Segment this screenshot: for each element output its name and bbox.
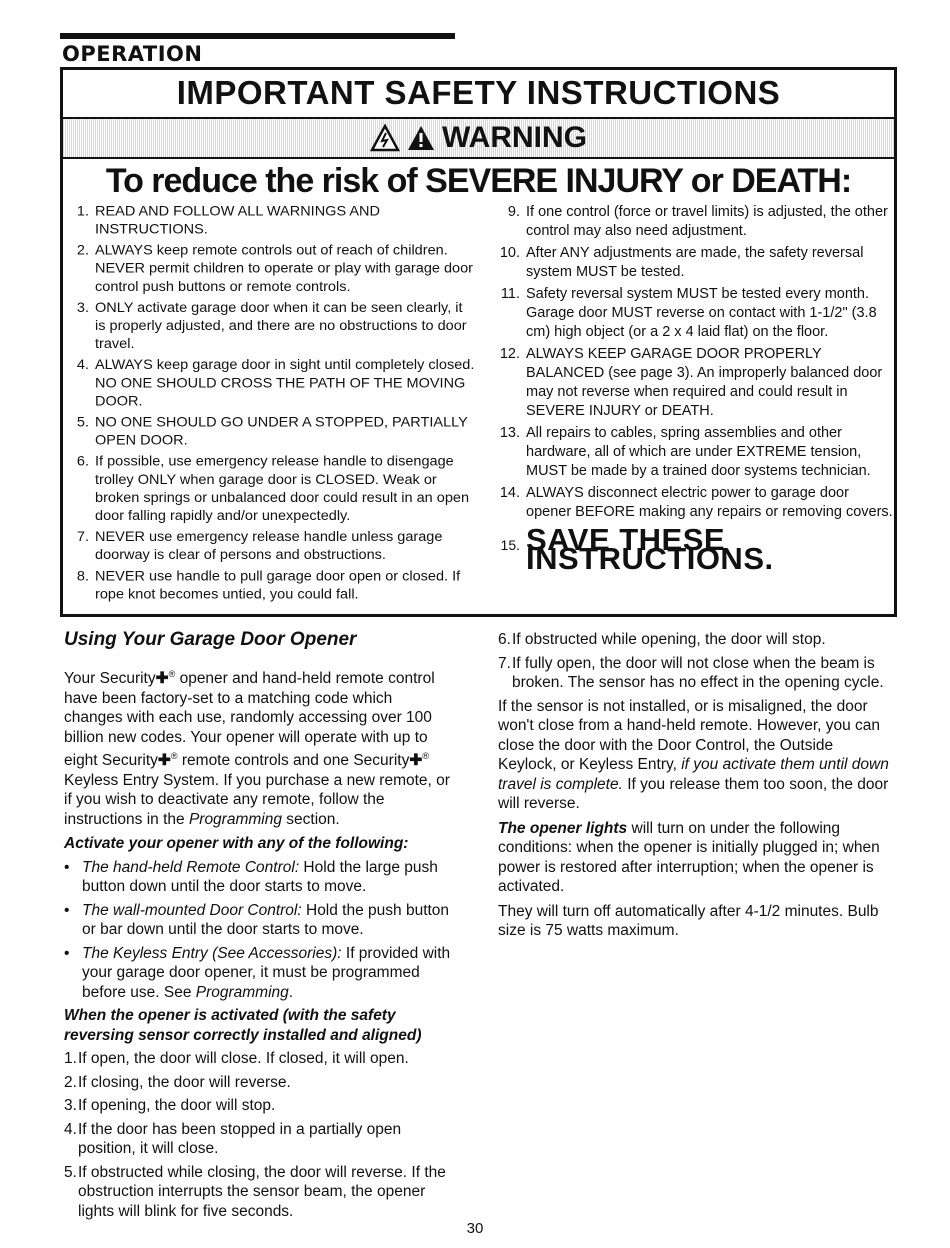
step-number: 7. — [498, 654, 511, 672]
bullet-dot: • — [64, 944, 70, 962]
item-text: ALWAYS keep garage door in sight until completely closed. NO ONE SHOULD CROSS THE PATH OF THE MOVING DOOR. — [95, 357, 475, 410]
item-text: NEVER use emergency release handle unless garage doorway is clear of persons and obstructions. — [95, 529, 443, 564]
item-text: NO ONE SHOULD GO UNDER A STOPPED, PARTIALLY OPEN DOOR. — [95, 415, 468, 449]
sensor-emphasis: if you activate them until down travel is complete. — [498, 756, 889, 793]
item-text: ALWAYS KEEP GARAGE DOOR PROPERLY BALANCED (see page 3). An improperly balanced door may not reverse when required and could result in SEVERE INJURY or DEATH. — [526, 346, 883, 419]
step-text: If opening, the door will stop. — [78, 1097, 276, 1115]
intro-text: section. — [281, 810, 340, 828]
warning-label: WARNING — [442, 121, 587, 154]
step-item — [64, 1163, 454, 1222]
item-number: 4. — [76, 357, 89, 374]
warning-label-group — [370, 121, 587, 155]
top-rule — [60, 33, 455, 39]
instruction-item — [496, 285, 896, 342]
intro-text: remote controls and one Security — [177, 752, 410, 770]
intro-text: Keyless Entry System. If you purchase a new remote, or if you wish to deactivate any remote, follow the instructions in the — [64, 771, 450, 828]
item-text: Safety reversal system MUST be tested every month. Garage door MUST reverse on contact with 1-1/2" (3.8 cm) high object (or a 2 x 4 laid flat) on the floor. — [526, 286, 877, 340]
item-text: ALWAYS keep remote controls out of reach of children. NEVER permit children to operate or play with garage door control push buttons or remote controls. — [95, 243, 473, 295]
item-number: 7. — [76, 529, 89, 545]
instruction-item — [71, 529, 476, 565]
step-text: If obstructed while opening, the door will stop. — [512, 631, 826, 648]
left-body — [64, 665, 454, 1225]
bullet-dot: • — [64, 858, 70, 876]
lights-emphasis: The opener lights — [498, 819, 628, 837]
activate-heading: Activate your opener with any of the following: — [64, 835, 409, 853]
step-item — [64, 1073, 454, 1093]
item-text: If one control (force or travel limits) is adjusted, the other control may also need adjustment. — [526, 204, 888, 239]
instruction-item — [71, 568, 476, 604]
step-text: If the door has been stopped in a partially open position, it will close. — [78, 1120, 402, 1158]
warning-triangle-icon — [406, 124, 436, 152]
using-heading: Using Your Garage Door Opener — [64, 629, 357, 650]
sensor-paragraph — [498, 697, 893, 814]
instruction-item — [496, 424, 896, 481]
instruction-item — [71, 299, 476, 353]
bullet-emphasis: The wall-mounted Door Control: — [82, 901, 302, 919]
instruction-item — [496, 244, 896, 282]
step-item — [498, 654, 893, 693]
instruction-item — [71, 242, 476, 296]
step-item — [64, 1120, 454, 1159]
item-number: 5. — [76, 415, 89, 431]
item-text: ONLY activate garage door when it can be seen clearly, it is properly adjusted, and there are no obstructions to door travel. — [95, 300, 467, 352]
right-items — [496, 203, 896, 522]
item-number: 14. — [499, 485, 520, 501]
step-number: 3. — [64, 1097, 77, 1115]
bullet-dot: • — [64, 901, 70, 919]
section-title: OPERATION — [62, 42, 203, 66]
steps-left — [64, 1049, 454, 1221]
plus-mark: ✚ — [155, 670, 169, 688]
item-number: 10. — [499, 245, 520, 261]
item-number: 15. — [500, 537, 520, 553]
item-number: 11. — [500, 286, 520, 302]
instruction-item — [496, 484, 896, 522]
safety-box — [60, 67, 897, 617]
instruction-item — [496, 203, 896, 241]
instruction-item — [71, 357, 476, 411]
programming-ref: Programming — [195, 983, 289, 1001]
electric-hazard-icon — [370, 124, 400, 152]
bullet-text: Hold the large push button down until the door starts to move. — [82, 858, 438, 896]
bullet-item — [64, 858, 454, 897]
step-text: If closing, the door will reverse. — [78, 1073, 291, 1091]
item-number: 2. — [76, 243, 89, 259]
step-text: If open, the door will close. If closed, it will open. — [78, 1050, 409, 1068]
save-instructions — [496, 522, 896, 576]
step-text: If fully open, the door will not close when the beam is broken. The sensor has no effect in the opening cycle. — [512, 654, 884, 691]
left-instructions — [71, 203, 476, 607]
intro-text: Your Security — [64, 670, 156, 688]
item-number: 6. — [76, 454, 89, 470]
turn-off-paragraph: They will turn off automatically after 4-1/2 minutes. Bulb size is 75 watts maximum. — [498, 902, 879, 939]
instruction-item — [496, 345, 896, 421]
step-number: 2. — [64, 1073, 77, 1091]
lights-paragraph — [498, 819, 893, 897]
steps-right — [498, 630, 893, 693]
registered-mark: ® — [168, 669, 176, 679]
page-number: 30 — [466, 1220, 484, 1237]
registered-mark: ® — [170, 751, 178, 762]
item-number: 13. — [499, 425, 520, 441]
item-text: All repairs to cables, spring assemblies and other hardware, all of which are under EXTREME tension, MUST be made by a trained door systems technician. — [526, 425, 871, 479]
step-item — [64, 1049, 454, 1069]
instruction-item — [71, 453, 476, 526]
item-number: 3. — [76, 300, 89, 316]
bullet-item — [64, 901, 454, 940]
sensor-text: If you release them too soon, the door will reverse. — [498, 775, 889, 812]
step-number: 6. — [498, 631, 511, 648]
item-number: 1. — [76, 203, 89, 220]
item-text: After ANY adjustments are made, the safety reversal system MUST be tested. — [526, 245, 864, 280]
intro-text: opener and hand-held remote control have been factory-set to a matching code which changes with each use, randomly accessing over 100 billion new codes. Your opener will operate with up to eight Security — [64, 670, 435, 770]
registered-mark: ® — [422, 751, 429, 762]
bullet-emphasis: The Keyless Entry (See Accessories): — [82, 944, 342, 962]
instruction-item — [71, 203, 476, 239]
bullet-emphasis: The hand-held Remote Control: — [82, 858, 300, 876]
plus-mark: ✚ — [409, 752, 423, 770]
step-item — [64, 1096, 454, 1116]
activated-heading: When the opener is activated (with the safety reversing sensor correctly installed and aligned) — [64, 1007, 422, 1044]
right-instructions — [496, 203, 896, 576]
intro-paragraph — [64, 665, 454, 829]
bullet-text: . — [288, 983, 294, 1001]
item-text: NEVER use handle to pull garage door open or closed. If rope knot becomes untied, you could fall. — [95, 568, 461, 603]
step-number: 4. — [64, 1120, 77, 1138]
step-number: 5. — [64, 1163, 77, 1181]
right-body — [498, 630, 893, 946]
plus-mark: ✚ — [157, 752, 171, 770]
programming-ref: Programming — [188, 810, 282, 828]
bullet-text: Hold the push button or bar down until the door starts to move. — [82, 901, 450, 939]
sensor-text: If the sensor is not installed, or is misaligned, the door won't close from a hand-held remote. However, you can close the door with the Door Control, the Outside Keylock, or Keyless Entry, — [498, 697, 881, 773]
bullet-text: If provided with your garage door opener, it must be programmed before use. See — [82, 944, 451, 1001]
risk-subtitle: To reduce the risk of SEVERE INJURY or DEATH: — [105, 162, 852, 200]
item-number: 12. — [499, 346, 520, 362]
warning-banner — [63, 117, 894, 159]
item-text: READ AND FOLLOW ALL WARNINGS AND INSTRUCTIONS. — [95, 203, 380, 238]
item-text: If possible, use emergency release handle to disengage trolley ONLY when garage door is CLOSED. Weak or broken springs or unbalanced door could result in an open door falling rapidly and/or unexpectedly. — [95, 454, 470, 524]
item-text: ALWAYS disconnect electric power to garage door opener BEFORE making any repairs or removing covers. — [526, 485, 893, 520]
bullet-item — [64, 944, 454, 1003]
item-number: 9. — [507, 204, 520, 220]
item-number: 8. — [76, 568, 89, 585]
step-text: If obstructed while closing, the door will reverse. If the obstruction interrupts the sensor beam, the opener lights will blink for five seconds. — [78, 1163, 446, 1220]
save-instructions-text: SAVE THESE INSTRUCTIONS. — [526, 522, 774, 576]
step-item — [498, 630, 893, 650]
step-number: 1. — [64, 1050, 77, 1068]
instruction-item — [71, 414, 476, 450]
box-title: IMPORTANT SAFETY INSTRUCTIONS — [176, 74, 781, 111]
lights-text: will turn on under the following conditions: when the opener is initially plugged in; when power is restored after interruption; when the opener is activated. — [498, 819, 880, 895]
